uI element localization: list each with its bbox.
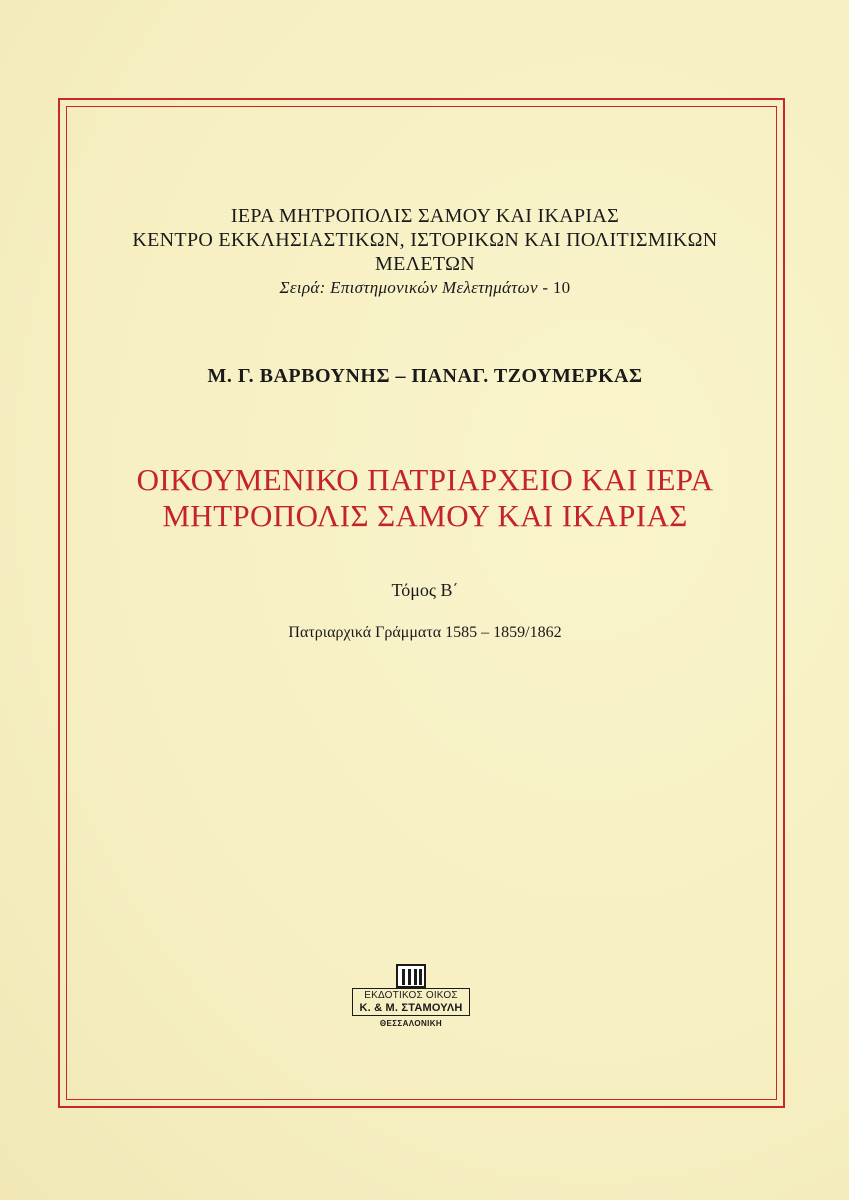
center-name: ΚΕΝΤΡΟ ΕΚΚΛΗΣΙΑΣΤΙΚΩΝ, ΙΣΤΟΡΙΚΩΝ ΚΑΙ ΠΟΛΙΤΙΣΜΙΚΩΝ xyxy=(132,229,718,251)
institution-name: ΙΕΡΑ ΜΗΤΡΟΠΟΛΙΣ ΣΑΜΟΥ ΚΑΙ ΙΚΑΡΙΑΣ xyxy=(230,205,620,227)
center-name-cont: ΜΕΛΕΤΩΝ xyxy=(375,253,475,275)
volume-label: Τόμος Β΄ xyxy=(391,580,459,600)
series-number: - 10 xyxy=(537,278,571,297)
publisher-name-box xyxy=(352,988,470,1016)
title-line-1: ΟΙΚΟΥΜΕΝΙΚΟ ΠΑΤΡΙΑΡΧΕΙΟ ΚΑΙ ΙΕΡΑ xyxy=(136,462,714,497)
publisher-line-2: Κ. & Μ. ΣΤΑΜΟΥΛΗ xyxy=(359,1002,463,1014)
subtitle: Πατριαρχικά Γράμματα 1585 – 1859/1862 xyxy=(288,624,562,641)
series-line xyxy=(80,276,770,300)
title-line-2: ΜΗΤΡΟΠΟΛΙΣ ΣΑΜΟΥ ΚΑΙ ΙΚΑΡΙΑΣ xyxy=(162,498,688,533)
publisher-logo xyxy=(352,964,470,1028)
books-icon xyxy=(396,964,426,988)
book-title xyxy=(80,462,770,534)
authors: Μ. Γ. ΒΑΡΒΟΥΝΗΣ – ΠΑΝΑΓ. ΤΖΟΥΜΕΡΚΑΣ xyxy=(207,365,643,387)
institution-header xyxy=(80,204,770,300)
publisher-city: ΘΕΣΣΑΛΟΝΙΚΗ xyxy=(379,1019,443,1028)
series-label: Σειρά: Επιστημονικών Μελετημάτων xyxy=(279,278,538,297)
publisher-line-1: ΕΚΔΟΤΙΚΟΣ ΟΙΚΟΣ xyxy=(364,990,458,1001)
